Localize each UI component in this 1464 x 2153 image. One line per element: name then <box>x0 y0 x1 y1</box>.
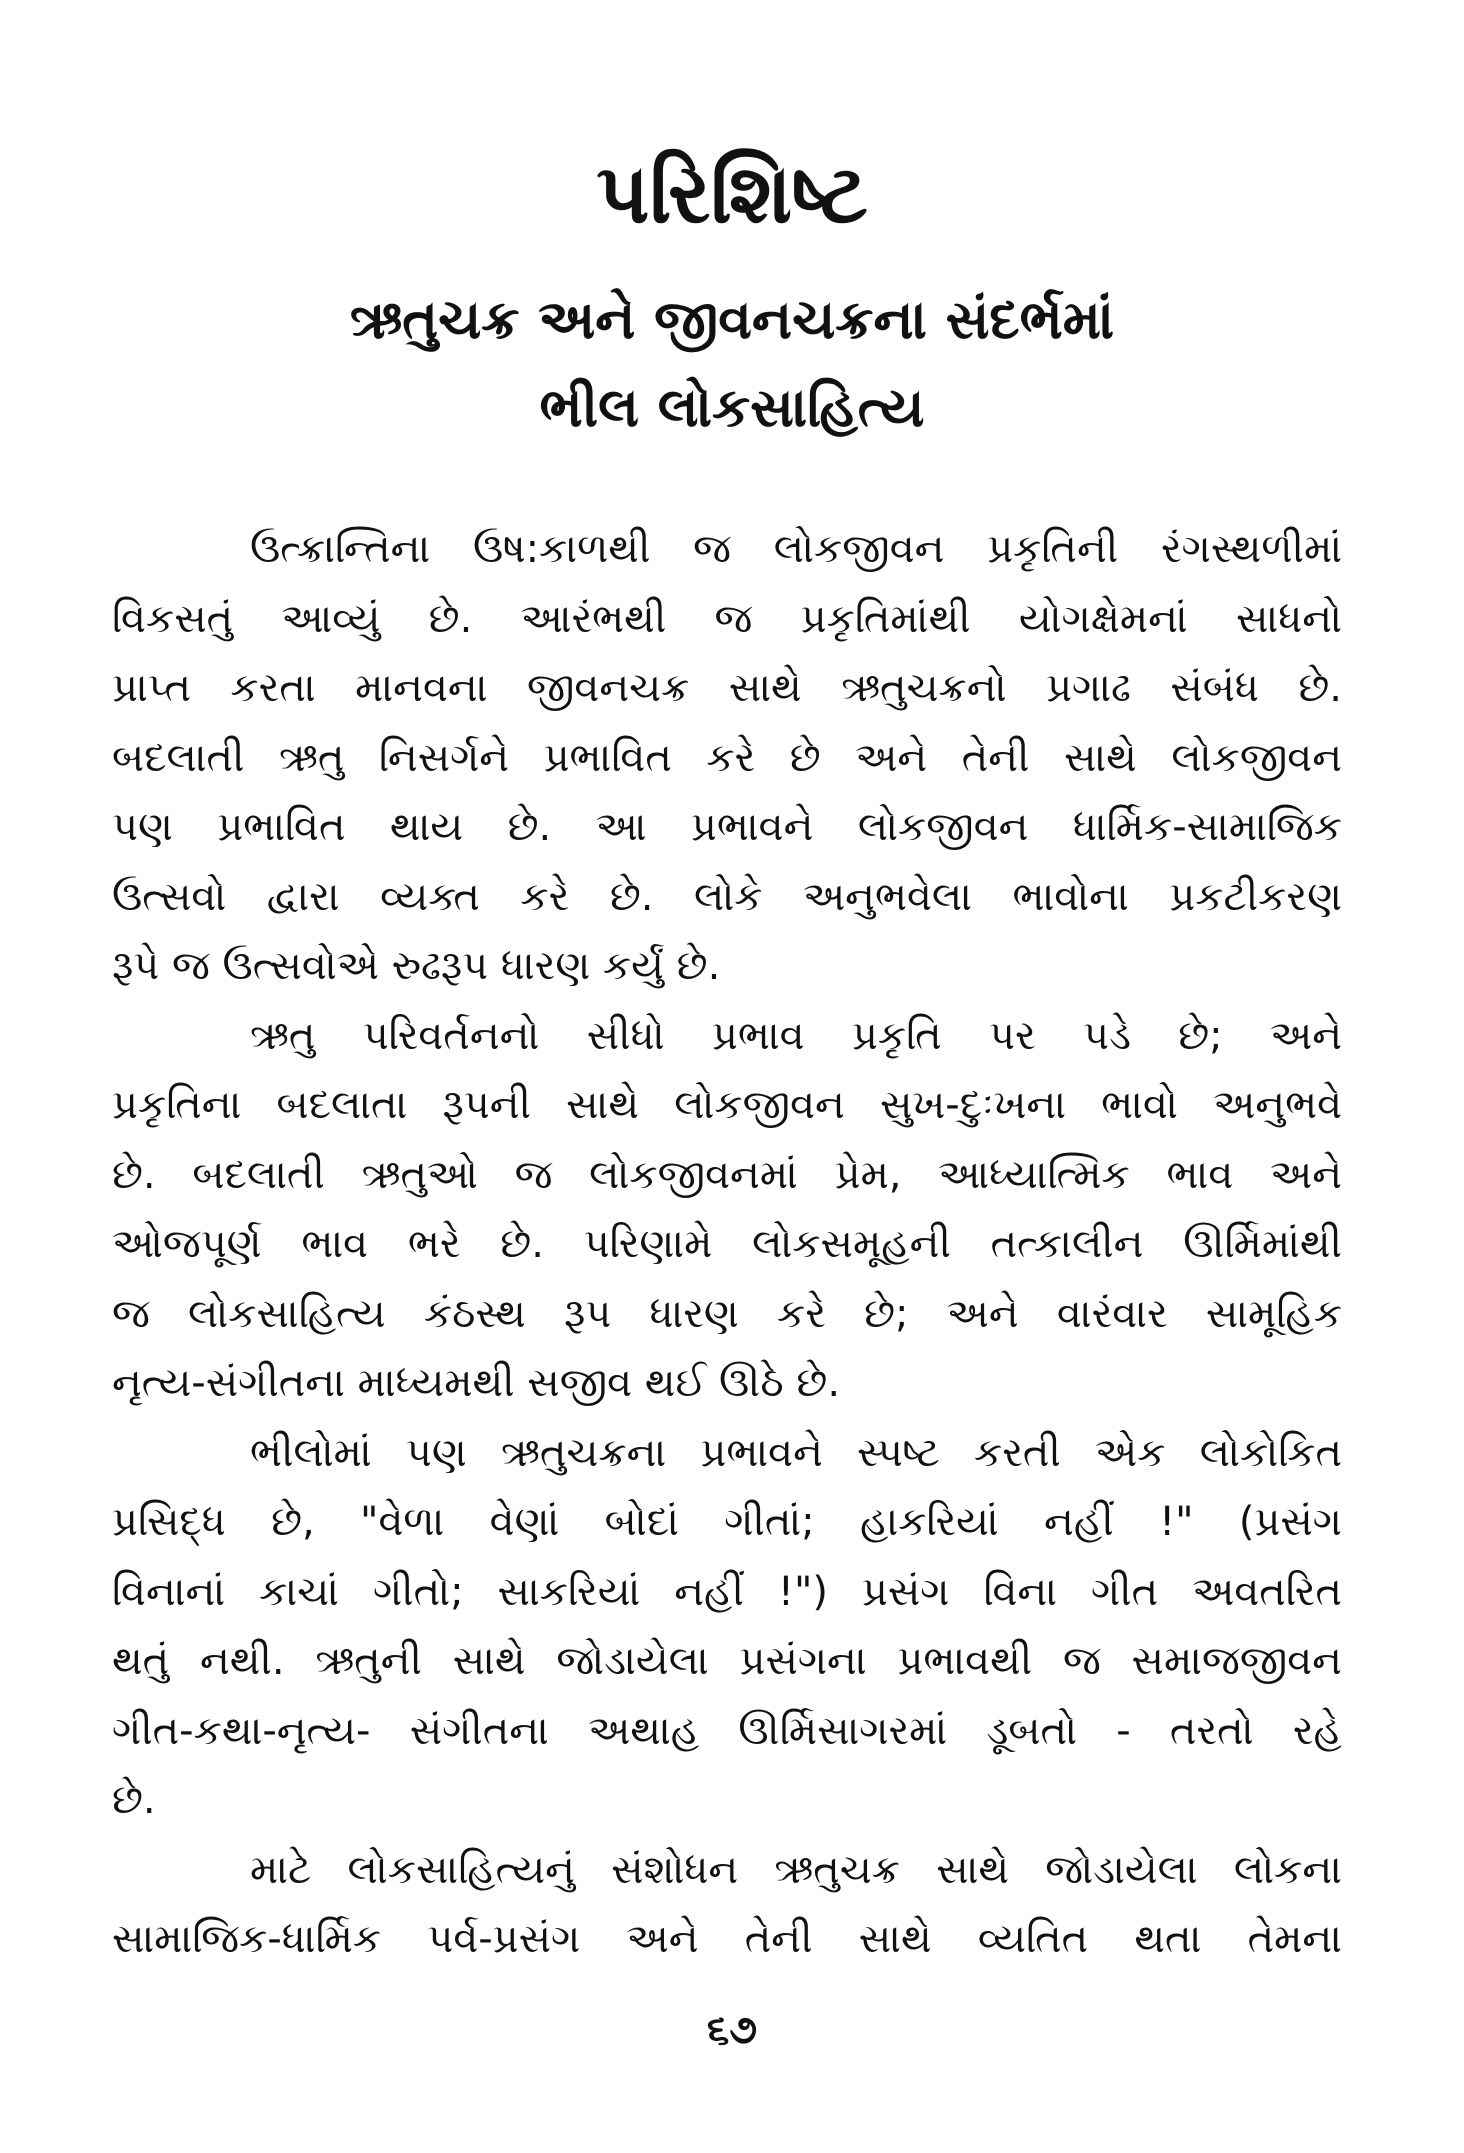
text-line: પ્રસિદ્ધ છે, "વેળા વેણાં બોદાં ગીતાં; હાકરિયાં નહીં !" (પ્રસંગ <box>112 1499 1342 1545</box>
text-line: જ લોકસાહિત્ય કંઠસ્થ રૂપ ધારણ કરે છે; અને વારંવાર સામૂહિક <box>112 1290 1342 1337</box>
text-line: વિકસતું આવ્યું છે. આરંભથી જ પ્રકૃતિમાંથી યોગક્ષેમનાં સાધનો <box>112 595 1342 642</box>
text-line: ઉત્ક્રાન્તિના ઉષ:કાળથી જ લોકજીવન પ્રકૃતિની રંગસ્થળીમાં <box>250 526 1342 572</box>
text-line: માટે લોકસાહિત્યનું સંશોધન ઋતુચક્ર સાથે જોડાયેલા લોકના <box>250 1846 1342 1893</box>
text-line: બદલાતી ઋતુ નિસર્ગને પ્રભાવિત કરે છે અને તેની સાથે લોકજીવન <box>112 734 1342 781</box>
text-line: પ્રાપ્ત કરતા માનવના જીવનચક્ર સાથે ઋતુચક્રનો પ્રગાઢ સંબંધ છે. <box>112 665 1342 711</box>
body-text <box>112 515 1342 1975</box>
text-line: સામાજિક-ધાર્મિક પર્વ-પ્રસંગ અને તેની સાથે વ્યતિત થતા તેમના <box>112 1916 1342 1962</box>
text-line: ગીત-કથા-નૃત્ય- સંગીતના અથાહ ઊર્મિસાગરમાં ડૂબતો - તરતો રહે <box>112 1707 1342 1754</box>
text-line: પ્રકૃતિના બદલાતા રૂપની સાથે લોકજીવન સુખ-દુઃખના ભાવો અનુભવે <box>112 1082 1342 1128</box>
text-line: વિનાનાં કાચાં ગીતો; સાકરિયાં નહીં !") પ્રસંગ વિના ગીત અવતરિત <box>112 1568 1342 1615</box>
page-title: પરિશિષ્ટ <box>596 147 868 242</box>
text-line: ઓજપૂર્ણ ભાવ ભરે છે. પરિણામે લોકસમૂહની તત્કાલીન ઊર્મિમાંથી <box>112 1221 1342 1267</box>
text-line: રૂપે જ ઉત્સવોએ રુઢરૂપ ધારણ કર્યું છે. <box>112 943 721 989</box>
page-number: ૬૭ <box>706 2007 758 2053</box>
text-line: છે. બદલાતી ઋતુઓ જ લોકજીવનમાં પ્રેમ, આધ્યાત્મિક ભાવ અને <box>112 1151 1342 1198</box>
text-line: નૃત્ય-સંગીતના માધ્યમથી સજીવ થઈ ઊઠે છે. <box>112 1360 841 1406</box>
subtitle-line-2: ભીલ લોકસાહિત્ય <box>539 376 925 439</box>
text-line: ભીલોમાં પણ ઋતુચક્રના પ્રભાવને સ્પષ્ટ કરતી એક લોકોકિત <box>250 1429 1342 1476</box>
text-line: પણ પ્રભાવિત થાય છે. આ પ્રભાવને લોકજીવન ધાર્મિક-સામાજિક <box>112 804 1342 850</box>
text-line: છે. <box>112 1777 156 1823</box>
text-line: થતું નથી. ઋતુની સાથે જોડાયેલા પ્રસંગના પ્રભાવથી જ સમાજજીવન <box>112 1638 1342 1684</box>
subtitle-line-1: ઋતુચક્ર અને જીવનચક્રના સંદર્ભમાં <box>349 288 1115 351</box>
text-line: ઋતુ પરિવર્તનનો સીધો પ્રભાવ પ્રકૃતિ પર પડે છે; અને <box>250 1012 1342 1059</box>
text-line: ઉત્સવો દ્વારા વ્યક્ત કરે છે. લોકે અનુભવેલા ભાવોના પ્રકટીકરણ <box>112 873 1342 920</box>
